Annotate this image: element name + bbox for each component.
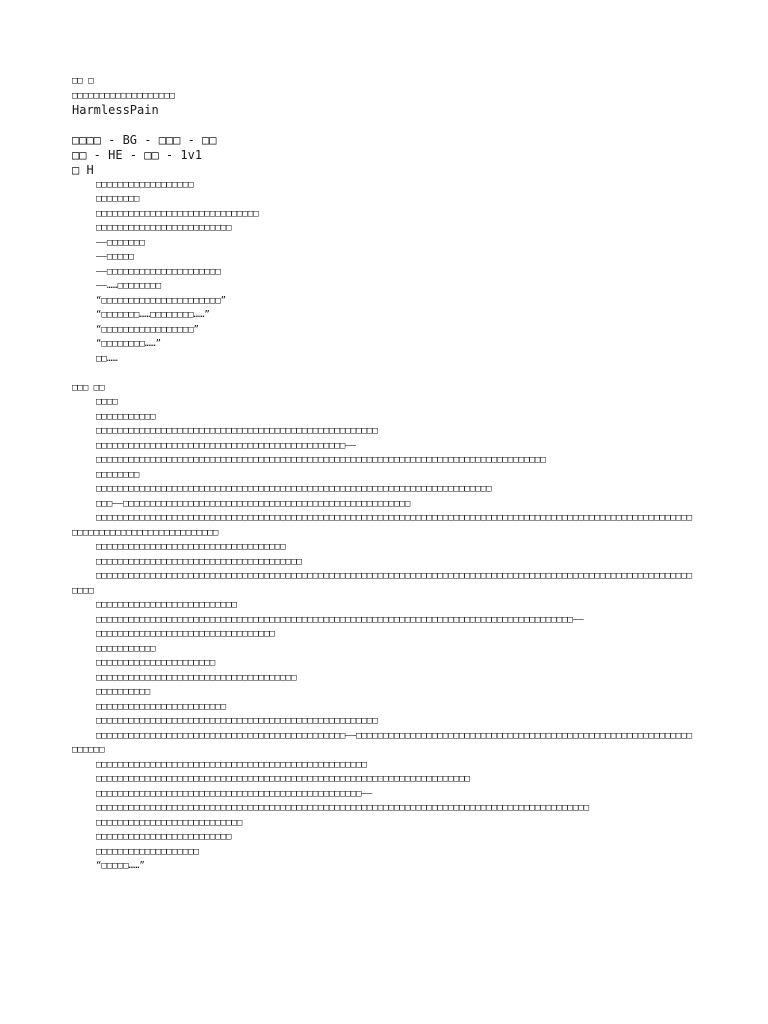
paragraph: □□□□□□□□□□□□□□□□□□□□□□□□□□□□□□□□□□□□□□□□□□□□□□□□□□□□□□□□□□□□□□□□□□□□□□□□□□□□□□□□□□□□□□□□—— [96,614,584,625]
paragraph: □□□□□□□□□□□□□□□□□□□□□□□□□□□□□□□□□□□□□□□□□□□□□□□□□□□□□□□□□□□□□□□□□□□□□□□□□□□□□□□□□□□□□□□□□□□□□□□□□□□□□□□□□□□□□□□□□□□□□□□□□□□□□□□□□□□□□□□□□ [72,513,693,538]
paragraph: □□□□□□□□□□□□□□□□□□□□□□□□□□□□□□□□□□□□□□□□□□□□□□□□□□ [96,759,367,770]
paragraph: □□□□□□□□□□□□□□□□□□□□□□□□□□□□□□□□□□□□□□□□□□□□□□—— [96,440,357,451]
paragraph: □□□□□□□□□□□□□□□□□□□□□□□□□□□□□□□□□□□□□□ [96,556,302,567]
paragraph: □□□□□□□□□□□□□□□□□□□□□□□□□□□□□□□□□□□□□□□□□□□□□□□□□□□□□□□□□□□□□□□□□□□□□□□□□ [96,484,492,494]
chapter-heading: □□□ □□ [72,382,105,393]
paragraph: □□□□□□□□□□□ [96,411,156,422]
paragraph: □□□□□□□□□□□□□□□□□□□□□□□□□□□□□□□□□□□□□□□□□□□□□□□□□□□□□□□□□□□□□□□□□□□□□□□□□□□□□□□□□□□□□□□□□□□□□□□□□□□□□□□□□□□□□□□□□□ [72,571,693,596]
paragraph: □□□□□□□□□□ [96,687,151,697]
paragraph: □□□□□□□□□□□□□□□□□□□□□□□□□□□□□□□□□□□ [96,542,286,552]
paragraph: □□□□□□□□□□□□□□□□□□□□□□□□□□□□□□□□□ [96,629,275,639]
spacer [72,366,696,381]
header-line-1: □□ □ [72,76,94,86]
paragraph: ——□□□□□□□□□□□□□□□□□□□□□ [96,266,221,277]
part-one-text [72,178,696,367]
section-heading: □ H [72,162,94,177]
paragraph: □□□□□□□□□□□□□□□□□□□□□□□□□ [96,832,232,842]
paragraph: □□□□□□□□□□□□□□□□□□□□□□ [96,658,216,668]
part-two-text [72,395,696,874]
author-name: HarmlessPain [72,103,159,117]
paragraph: □□□□□□□□ [96,194,140,204]
paragraph: □□□□□□□□□□□ [96,643,156,654]
paragraph: “□□□□□□□……□□□□□□□□……” [96,310,210,320]
paragraph: □□□□□□□□□□□□□□□□□□□□□□□□□ [96,223,232,233]
header-line-2: □□□□□□□□□□□□□□□□□□□ [72,90,175,101]
paragraph: “□□□□□□□□……” [96,339,162,349]
paragraph: □□□□□□□□□□□□□□□□□□□□□□□□□□□□□□□□□□□□□□□□□□□□□□□□□□□□ [96,426,378,436]
document-page [72,74,696,874]
tags-line-2: □□ - HE - □□ - 1v1 [72,147,203,162]
paragraph: □□□□□□□□□□□□□□□□□□□□□□□□□□□□□□□□□□□□□□□□□□□□□□□□□□□□□□□□□□□□□□□□□□□□□□□□□□□□□□□□□□□ [96,455,546,465]
paragraph: “□□□□□□□□□□□□□□□□□” [96,324,199,335]
paragraph: ——□□□□□ [96,252,134,262]
paragraph: □□□——□□□□□□□□□□□□□□□□□□□□□□□□□□□□□□□□□□□□□□□□□□□□□□□□□□□□□ [96,498,411,509]
paragraph: □□□□□□□□□□□□□□□□□□□□□□□□□□ [96,600,237,610]
paragraph: □□□□□□□□□□□□□□□□□□□□□□□□ [96,701,227,712]
paragraph: ——……□□□□□□□□ [96,281,162,291]
paragraph: □□□□□□□□□□□□□□□□□□□□□□□□□□□□□□□□□□□□□□□□□□□□□□□□□□□□□□□□□□□□□□□□□□□□□ [96,774,470,784]
paragraph: ——□□□□□□□ [96,237,145,248]
paragraph: □□□□□□□□□□□□□□□□□□□□□□□□□□□□□□□□□□□□□□□□□□□□□□——□□□□□□□□□□□□□□□□□□□□□□□□□□□□□□□□□□□□□□□□□□□□□□□□□□□□□□□□□□□□□□□□□□□□ [72,730,693,755]
tags-line-1: □□□□ - BG - □□□ - □□ [72,132,217,147]
paragraph: □□□□□□□□□□□□□□□□□□□□□□□□□□□□□□□□□□□□□□□□□□□□□□□□□—— [96,788,373,799]
paragraph: “□□□□□□□□□□□□□□□□□□□□□□” [96,295,227,306]
paragraph: □□□□□□□□□□□□□□□□□□□□□□□□□□□□□□□□□□□□□ [96,672,297,683]
paragraph: □□□□□□□□□□□□□□□□□□□□□□□□□□□□□□□□□□□□□□□□□□□□□□□□□□□□□□□□□□□□□□□□□□□□□□□□□□□□□□□□□□□□□□□□□□□ [96,803,590,813]
paragraph: □□□□□□□□□□□□□□□□□□ [96,179,194,190]
paragraph: □□…… [96,353,118,364]
paragraph: □□□□□□□□□□□□□□□□□□□□□□□□□□□□□□ [96,208,259,219]
spacer [72,118,696,133]
paragraph: □□□□ [96,397,118,407]
paragraph: □□□□□□□□□□□□□□□□□□□ [96,846,199,857]
paragraph: □□□□□□□□□□□□□□□□□□□□□□□□□□□ [96,817,243,828]
paragraph: “□□□□□……” [96,861,145,871]
paragraph: □□□□□□□□□□□□□□□□□□□□□□□□□□□□□□□□□□□□□□□□□□□□□□□□□□□□ [96,716,378,726]
paragraph: □□□□□□□□ [96,469,140,480]
